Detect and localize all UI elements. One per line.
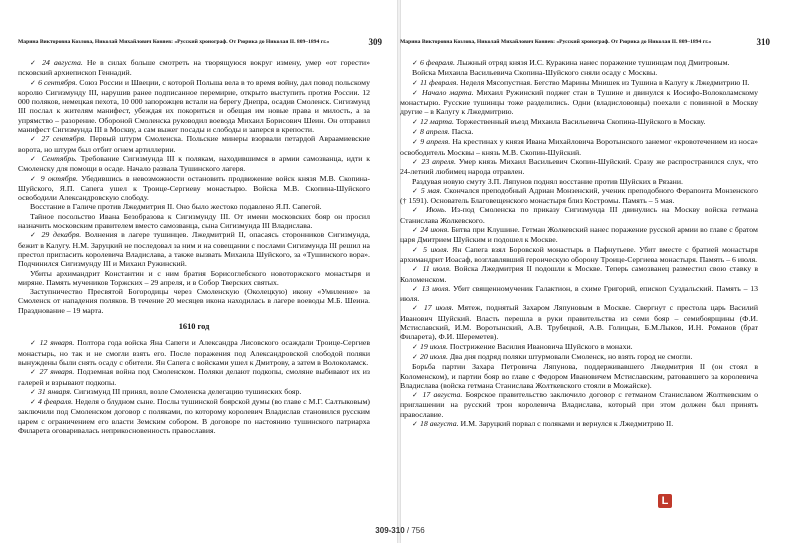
check-mark-icon: ✓ <box>412 352 419 361</box>
right-page <box>400 0 800 543</box>
chronicle-entry <box>18 202 370 211</box>
chronicle-entry <box>18 134 370 154</box>
chronicle-entry <box>18 78 370 135</box>
chronicle-entry <box>400 177 758 186</box>
entry-text: Убедившись в невозможности остановить продвижение войск князя М.В. Скопина-Шуйского, Я.П. Сапега ушел к Троице-Сергиеву монастырю. Войска М.В. Скопина-Шуйского освободили Александровскую слободу. <box>18 173 370 203</box>
chronicle-entry <box>400 205 758 225</box>
check-mark-icon: ✓ <box>30 174 38 183</box>
check-mark-icon: ✓ <box>412 284 419 293</box>
right-running-header <box>400 37 770 56</box>
entry-date: 19 июля. <box>419 341 448 351</box>
entry-date: 20 июля. <box>419 351 448 361</box>
check-mark-icon: ✓ <box>30 231 38 240</box>
entry-text: Пострижение Василия Ивановича Шуйского в монахи. <box>447 341 633 351</box>
entry-text: Боярское правительство заключило договор с гетманом Станиславом Жолткевским о приглашении на русский трон королевича Владислава, который при этом должен был принять православие. <box>400 390 758 419</box>
entry-text: И.М. Заруцкий порвал с поляками и вернулся к Лжедмитрию II. <box>458 418 674 428</box>
check-mark-icon: ✓ <box>30 398 37 407</box>
entry-text: Борьба партии Захара Петровича Ляпунова, поддерживавшего Лжедмитрия II (он стоял в Коломенском), и партии бояр во главе с Федором Ивановичем Мстиславским, ратовавшего за королевича Владислава (войска гетмана Станислава Жолткевского стояли в Можайске). <box>400 362 758 390</box>
footer-separator: / <box>404 526 412 535</box>
check-mark-icon: ✓ <box>412 245 420 254</box>
entry-date: 9 октября. <box>40 173 78 183</box>
chronicle-entry <box>400 68 758 77</box>
chronicle-entry <box>400 137 758 157</box>
entry-text: Пасха. <box>449 127 474 137</box>
entry-text: Битва при Клушине. Гетман Жолкевский нанес поражение русской армии во главе с братом царя Дмитрием Шуйским и подошел к Москве. <box>400 225 758 245</box>
entry-text: Войска Михаила Васильевича Скопина-Шуйского сняли осаду с Москвы. <box>412 68 658 78</box>
entry-text: Из-под Смоленска по приказу Сигизмунда III двинулись на Москву войска гетмана Станислава Жолкевского. <box>400 205 758 225</box>
year-heading: 1610 год <box>178 322 210 332</box>
check-mark-icon: ✓ <box>412 157 419 166</box>
chronicle-entry <box>400 390 758 419</box>
entry-text: Требование Сигизмунда III к полякам, находившимся в армии самозванца, идти к Смоленску для помощи в осаде. Начало развала Тушинского лагеря. <box>18 153 371 174</box>
entry-text: Первый штурм Смоленска. Польские минеры взорвали петардой Авраамиевские ворота, но штурм был отбит огнем артиллерии. <box>18 134 370 154</box>
page-footer <box>0 526 800 538</box>
footer-pages: 309-310 <box>375 526 405 535</box>
entry-date: 18 августа. <box>419 418 459 428</box>
entry-text: Заступничество Пресвятой Богородицы через Смоленскую (Околецкую) икону «Умиление» за Смоленск от нападения поляков. В течение 20 месяцев икона находилась в лагере воеводы М.Б. Шеина. Празднование – 19 марта. <box>18 287 370 315</box>
entry-date: 12 января. <box>39 338 75 348</box>
entry-date: 9 апреля. <box>420 137 451 147</box>
chronicle-entry <box>400 342 758 352</box>
entry-text: Два дня подряд поляки штурмовали Смоленск, но взять город не смогли. <box>447 351 693 361</box>
entry-date: 5 мая. <box>420 185 442 195</box>
check-mark-icon: ✓ <box>412 391 420 400</box>
chronicle-entry <box>400 362 758 390</box>
check-mark-icon: ✓ <box>412 304 420 313</box>
footer-total: 756 <box>411 526 425 535</box>
entry-date: 24 августа. <box>42 58 83 67</box>
chronicle-entry <box>400 225 758 245</box>
entry-date: 31 января. <box>37 386 72 396</box>
check-mark-icon: ✓ <box>412 59 419 67</box>
chronicle-entry <box>18 287 370 315</box>
entry-date: Сентябрь. <box>41 153 77 163</box>
check-mark-icon: ✓ <box>412 128 419 137</box>
entry-text: Ян Сапега взял Боровской монастырь в Пафнутьеве. Убит вместе с братией монастыря архимандрит Иоасаф, возглавлявший героическую оборону Троице-Сергиева монастыря. Память – 6 июля. <box>400 244 759 264</box>
chronicle-entry <box>18 367 370 387</box>
right-page-number: 310 <box>756 37 770 47</box>
check-mark-icon: ✓ <box>30 154 38 163</box>
check-mark-icon: ✓ <box>412 226 419 235</box>
entry-date: 17 июля. <box>423 303 454 313</box>
entry-date: 27 сентября. <box>41 134 87 144</box>
left-page <box>0 0 398 543</box>
chronicle-entry <box>400 88 758 117</box>
left-page-content <box>18 58 370 435</box>
chronicle-entry <box>18 397 370 435</box>
entry-text: Войска Лжедмитрия II подошли к Москве. Теперь самозванец разместил свою ставку в Коломенском. <box>400 264 758 284</box>
entry-text: Убит священномученик Галактион, в схиме Григорий, епископ Суздальский. Память – 13 июля. <box>400 283 759 304</box>
entry-text: Неделя Мясопустная. Бегство Марины Мнишек из Тушина в Калугу к Лжедмитрию II. <box>458 77 750 87</box>
entry-date: 11 февраля. <box>419 77 459 87</box>
entry-text: Восстание в Галиче против Лжедмитрия II. Оно было жестоко подавлено Я.П. Сапегой. <box>30 202 322 212</box>
check-mark-icon: ✓ <box>30 135 38 144</box>
chronicle-entry <box>400 186 758 206</box>
check-mark-icon: ✓ <box>412 78 419 87</box>
check-mark-icon: ✓ <box>30 368 37 377</box>
right-header-text: Марина Викторовна Козлова, Николай Михайлович Коняев: «Русский хронограф. От Рюрика до Николая II. 809–1894 гг.» <box>400 39 712 45</box>
left-running-header <box>18 37 382 56</box>
check-mark-icon: ✓ <box>412 265 420 274</box>
check-mark-icon: ✓ <box>30 339 37 348</box>
chronicle-entry <box>400 245 758 265</box>
entry-date: 29 декабря. <box>41 230 82 240</box>
entry-date: 23 апреля. <box>421 156 457 166</box>
entry-text: Волнения в лагере тушинцев. Лжедмитрий II, опасаясь сторонников Сигизмунда, бежит в Калугу. Н.М. Заруцкий не последовал за ним и на совещании с послами Сигизмунда III решил на престол пригласить королевича Владислава, а также вызвать Михаила Шуйского, за «Тушинского вора». Подчинился Сигизмунду III и Михаил Ружинский. <box>18 230 370 269</box>
chronicle-entry <box>400 157 758 177</box>
entry-date: 13 июля. <box>421 283 451 293</box>
chronicle-entry <box>18 154 370 174</box>
entry-text: Убиты архимандрит Константин и с ним братия Борисоглебского новоторжского монастыря и миряне. Память мучеников Торжских – 29 апреля, и в Собор Тверских святых. <box>18 268 370 287</box>
entry-date: 24 июня. <box>420 225 450 235</box>
entry-text: Не в силах больше смотреть на творящуюся вокруг измену, умер «от горести» псковский архиепископ Геннадий. <box>18 58 370 78</box>
chronicle-entry <box>18 174 370 203</box>
chronicle-entry <box>400 303 758 341</box>
right-page-content <box>400 58 758 429</box>
chronicle-entry <box>400 127 758 137</box>
entry-date: 5 июля. <box>423 244 449 254</box>
entry-text: Союз России и Швеции, с которой Польша вела в то время войну, дал повод польскому королю Сигизмунду III, нарушив ранее подписанное перемирие, открыто выступить против России. 12 000 поляков, немецкая пехота, 10 000 запорожцев встали на берегу Днепра, осадив Смоленск. Сигизмунд III послал к жителям манифест, убеждая их покориться и обещая им новые права и милость, а за упрямство – разорение. Обороной Смоленска руководил воевода Михаил Борисович Шеин. Он отправил манифест Сигизмунда III в Москву, а сам выжег посады и слободы и заперся в крепости. <box>18 77 370 135</box>
entry-text: Неделя о блудном сыне. Послы тушинской боярской думы (во главе с М.Г. Салтыковым) заключили под Смоленском договор с поляками, по которому королевич Владислав становился русским царем с ограничением его власти Земским собором. В договоре по настоянию тушинского патриарха Филарета оговаривалась неприкосновенность православия. <box>18 397 370 435</box>
entry-date: 17 августа. <box>422 390 463 400</box>
entry-text: Тайное посольство Ивана Безобразова к Сигизмунду III. От имени московских бояр он просил назначить московским правителем вместо самозванца, сына Сигизмунда III Владислава. <box>18 211 370 231</box>
entry-date: 27 января. <box>39 367 75 377</box>
check-mark-icon: ✓ <box>30 59 39 67</box>
check-mark-icon: ✓ <box>412 419 419 428</box>
check-mark-icon: ✓ <box>412 206 422 215</box>
left-page-number: 309 <box>368 37 382 47</box>
entry-text: Раздувая новую смуту З.П. Ляпунов поднял восстание против Шуйских в Рязани. <box>412 176 683 186</box>
entry-date: 11 июля. <box>422 264 452 274</box>
chronicle-entry <box>400 264 758 284</box>
entry-date: 8 апреля. <box>419 127 450 137</box>
entry-date: Начало марта. <box>421 87 474 97</box>
entry-text: Полтора года войска Яна Сапеги и Александра Лисовского осаждали Троице-Сергиев монастырь, но так и не смогли взять его. После поражения под Александровской слободой поляки вынуждены были снять осаду с обители. Ян Сапега с войсками ушел к Дмитрову, а затем в Волоколамск. <box>18 338 371 367</box>
entry-text: Мятеж, поднятый Захаром Ляпуновым в Москве. Свергнут с престола царь Василий Иванович Шуйский. Власть перешла в руки правительства из семи бояр – семибоярщины (Ф.И. Мстиславский, И.М. Воротынский, А.В. Трубецкой, А.В. Голицын, Б.М.Лыков, И.Н. Романов (брат Филарета), Ф.И. Шереметев). <box>400 303 759 342</box>
chronicle-entry <box>400 78 758 88</box>
chronicle-entry <box>18 230 370 268</box>
check-mark-icon: ✓ <box>412 186 419 195</box>
entry-date: Июнь. <box>425 205 447 215</box>
chronicle-entry <box>400 117 758 127</box>
entry-date: 12 марта. <box>419 116 454 126</box>
litres-icon: L <box>658 494 672 508</box>
check-mark-icon: ✓ <box>412 88 420 97</box>
chronicle-entry <box>400 352 758 362</box>
entry-date: 6 сентября. <box>38 77 78 87</box>
check-mark-icon: ✓ <box>30 387 37 396</box>
entry-text: Скончался преподобный Адриан Монзенский, ученик преподобного Ферапонта Монзенского († 1591). Основатель Благовещенского монастыря близ Костромы. Память – 5 мая. <box>400 185 759 206</box>
check-mark-icon: ✓ <box>30 78 37 87</box>
check-mark-icon: ✓ <box>412 342 419 351</box>
chronicle-entry <box>400 419 758 429</box>
chronicle-entry <box>18 212 370 231</box>
chronicle-entry <box>18 269 370 288</box>
entry-text: Сигизмунд III принял, возле Смоленска делегацию тушинских бояр. <box>71 386 302 396</box>
left-header-text: Марина Викторовна Козлова, Николай Михайлович Коняев: «Русский хронограф. От Рюрика до Николая II. 809–1894 гг.» <box>18 39 330 45</box>
entry-text: Подземная война под Смоленском. Поляки делают подкопы, смоляне выбивают их из галерей и взрывают подкопы. <box>18 367 370 387</box>
entry-text: Торжественный въезд Михаила Васильевича Скопина-Шуйского в Москву. <box>453 116 706 126</box>
chronicle-entry <box>18 58 370 78</box>
chronicle-entry <box>400 284 758 304</box>
entry-text: Лыжный отряд князя И.С. Куракина нанес поражение тушинцам под Дмитровым. <box>454 58 730 67</box>
check-mark-icon: ✓ <box>412 117 419 126</box>
entry-text: На крестинах у князя Ивана Михайловича Воротынского занемог «кровотечением из носа» освободитель Москвы – князь М.В. Скопин-Шуйский. <box>400 137 758 157</box>
entry-text: Умер князь Михаил Васильевич Скопин-Шуйский. Сразу же распространился слух, что 24-летний любимец народа отравлен. <box>400 156 759 177</box>
chronicle-entry <box>18 338 370 367</box>
entry-text: Михаил Ружинский поджег стан в Тушине и двинулся к Иосифо-Волоколамскому монастырю. Русские тушинцы тоже разделились. Одни (владислововцы) поехали с повинной в Москву другие – в Калугу к Лжедмитрию. <box>400 87 758 117</box>
entry-date: 6 февраля. <box>419 58 455 67</box>
chronicle-entry <box>400 58 758 68</box>
check-mark-icon: ✓ <box>412 138 419 147</box>
entry-date: 4 февраля. <box>38 397 74 407</box>
chronicle-entry <box>18 387 370 397</box>
